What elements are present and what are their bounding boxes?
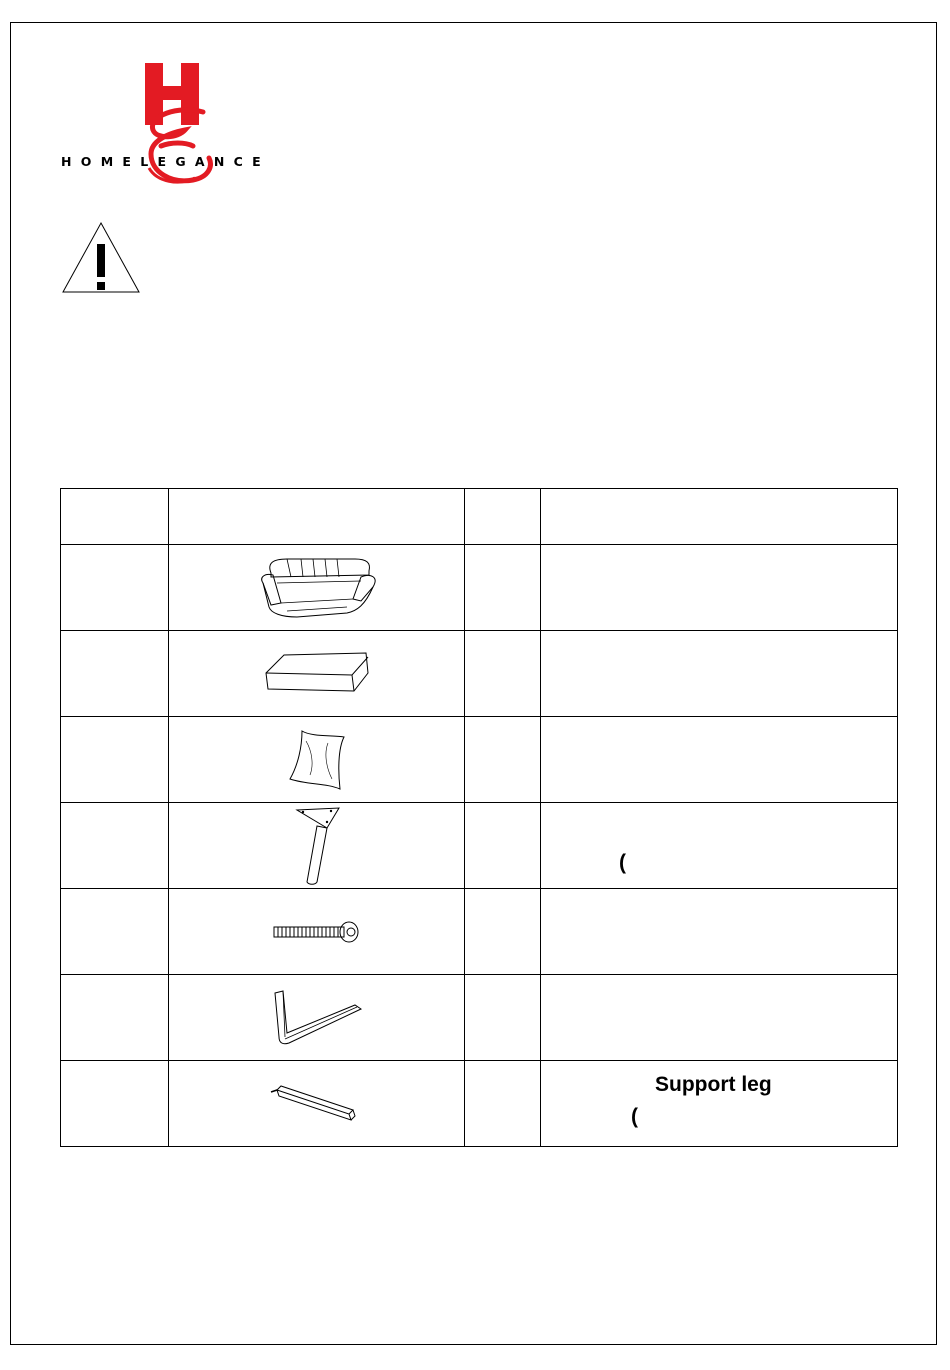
part-image-cell [169, 545, 465, 631]
table-row [61, 545, 898, 631]
part-number-cell [61, 545, 169, 631]
quantity-cell [465, 889, 541, 975]
part-number-cell [61, 631, 169, 717]
quantity-cell [465, 631, 541, 717]
warning-triangle-icon [60, 220, 142, 294]
table-row [61, 717, 898, 803]
quantity-cell [465, 803, 541, 889]
seat-cushion-icon [262, 649, 372, 699]
part-image-cell [169, 975, 465, 1061]
description-cell [541, 1061, 898, 1147]
table-row [61, 803, 898, 889]
support-leg-icon [269, 1082, 365, 1126]
description-cell [541, 545, 898, 631]
sofa-leg-icon [287, 806, 347, 886]
allen-wrench-icon [269, 987, 365, 1049]
throw-pillow-icon [282, 727, 352, 793]
part-image-cell [169, 631, 465, 717]
header-cell [61, 489, 169, 545]
quantity-cell [465, 975, 541, 1061]
table-row [61, 1061, 898, 1147]
header-cell [465, 489, 541, 545]
part-number-cell [61, 1061, 169, 1147]
part-description: Support leg [655, 1073, 772, 1096]
description-cell [541, 889, 898, 975]
quantity-cell [465, 1061, 541, 1147]
sofa-icon [257, 553, 377, 623]
header-cell [169, 489, 465, 545]
part-image-cell [169, 1061, 465, 1147]
description-cell [541, 803, 898, 889]
homelegance-logo [53, 50, 303, 190]
brand-wordmark: HOMELEGANCE [61, 154, 270, 169]
part-note: ( [619, 851, 626, 874]
description-cell [541, 717, 898, 803]
part-note: ( [631, 1105, 638, 1128]
table-row [61, 631, 898, 717]
part-number-cell [61, 803, 169, 889]
table-row [61, 975, 898, 1061]
quantity-cell [465, 717, 541, 803]
quantity-cell [465, 545, 541, 631]
table-header-row [61, 489, 898, 545]
bolt-icon [272, 920, 362, 944]
part-number-cell [61, 717, 169, 803]
part-number-cell [61, 975, 169, 1061]
part-image-cell [169, 803, 465, 889]
table-row [61, 889, 898, 975]
parts-list-table [60, 488, 898, 1147]
description-cell [541, 975, 898, 1061]
part-image-cell [169, 889, 465, 975]
header-cell [541, 489, 898, 545]
part-number-cell [61, 889, 169, 975]
description-cell [541, 631, 898, 717]
part-image-cell [169, 717, 465, 803]
